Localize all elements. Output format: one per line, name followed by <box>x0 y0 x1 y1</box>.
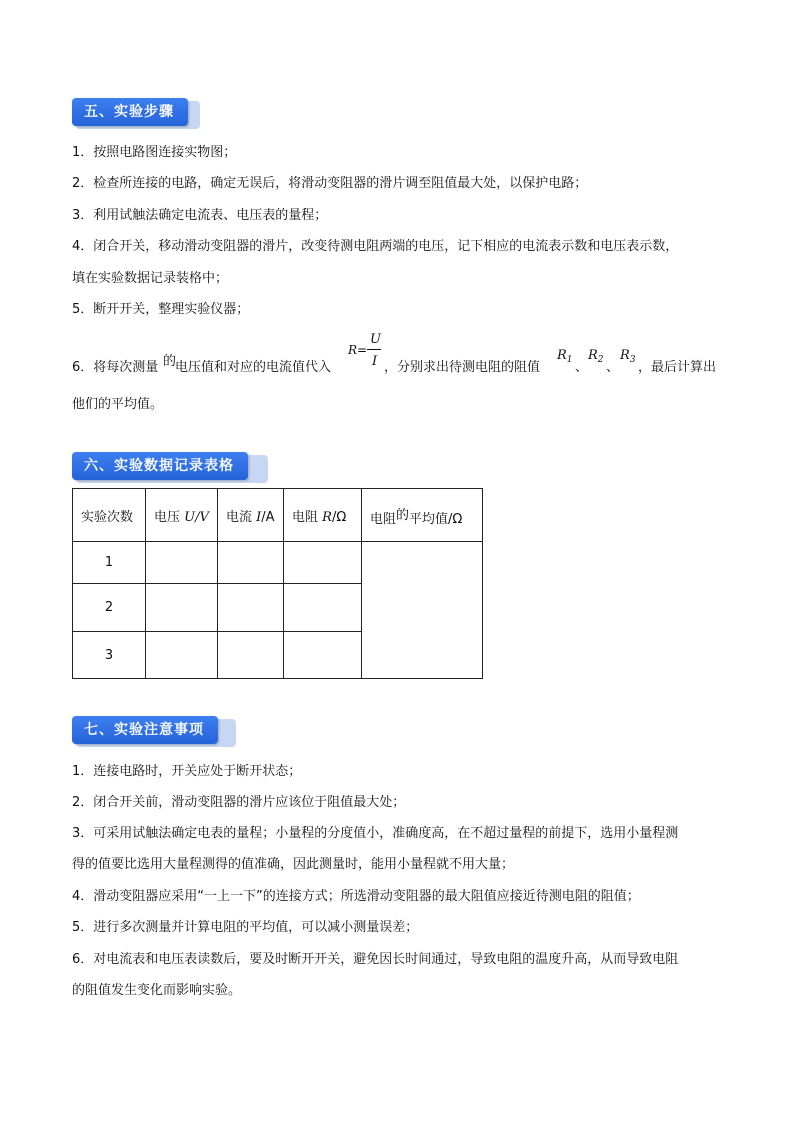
average-cell <box>362 542 483 679</box>
current-cell <box>218 584 284 632</box>
voltage-cell <box>146 632 218 679</box>
table-header-row <box>73 489 483 542</box>
step-6-text-b: 电压值和对应的电流值代入 <box>175 360 332 375</box>
header-voltage: 电压 U/V <box>146 489 218 542</box>
step-3: 3．利用试触法确定电流表、电压表的量程； <box>72 208 328 223</box>
r2-symbol: $R_2$ <box>588 348 604 365</box>
step-2: 2．检查所连接的电路，确定无误后，将滑动变阻器的滑片调至阻值最大处，以保护电路； <box>72 176 588 191</box>
step-6-text-c: ，分别求出待测电阻的阻值 <box>384 360 541 375</box>
step-6-de: 的 <box>163 354 177 369</box>
formula-lhs: R= <box>348 343 368 357</box>
data-record-table <box>72 488 483 679</box>
voltage-cell <box>146 542 218 584</box>
section-7-title: 七、实验注意事项 <box>72 716 218 744</box>
formula-fraction-bar <box>367 349 381 350</box>
table-row <box>73 542 483 584</box>
section-6-heading <box>72 451 248 481</box>
step-6-text-a: 6．将每次测量 <box>72 360 159 375</box>
header-trial-count: 实验次数 <box>73 489 146 542</box>
step-6-continued: 他们的平均值。 <box>72 397 164 412</box>
section-6-title: 六、实验数据记录表格 <box>72 452 248 480</box>
note-6: 6．对电流表和电压表读数后，要及时断开开关，避免因长时间通过，导致电阻的温度升高，从而导致电阻 <box>72 952 679 967</box>
voltage-cell <box>146 584 218 632</box>
row-number: 3 <box>73 632 146 679</box>
note-6-continued: 的阻值发生变化而影响实验。 <box>72 983 242 998</box>
separator-2: 、 <box>606 360 620 375</box>
current-cell <box>218 632 284 679</box>
r1-symbol: $R_1$ <box>557 348 573 365</box>
resistance-cell <box>284 584 362 632</box>
current-cell <box>218 542 284 584</box>
formula-denominator: I <box>372 354 378 369</box>
note-3: 3．可采用试触法确定电表的量程；小量程的分度值小，准确度高，在不超过量程的前提下，选用小量程测 <box>72 826 679 841</box>
resistance-cell <box>284 542 362 584</box>
note-3-continued: 得的值要比选用大量程测得的值准确，因此测量时，能用小量程就不用大量； <box>72 857 515 872</box>
header-average-resistance: 电阻的平均值/Ω <box>362 489 483 542</box>
section-5-heading <box>72 97 188 127</box>
r3-symbol: $R_3$ <box>620 348 636 365</box>
separator-1: 、 <box>575 360 589 375</box>
row-number: 2 <box>73 584 146 632</box>
header-current: 电流 I/A <box>218 489 284 542</box>
step-1: 1．按照电路图连接实物图； <box>72 145 237 160</box>
step-4: 4．闭合开关，移动滑动变阻器的滑片，改变待测电阻两端的电压，记下相应的电流表示数和电压表示数， <box>72 239 679 254</box>
formula-numerator: U <box>370 332 381 347</box>
section-5-title: 五、实验步骤 <box>72 98 188 126</box>
section-7-heading <box>72 715 218 745</box>
note-2: 2．闭合开关前，滑动变阻器的滑片应该位于阻值最大处； <box>72 795 406 810</box>
step-6-text-d: ，最后计算出 <box>638 360 717 375</box>
header-resistance: 电阻 R/Ω <box>284 489 362 542</box>
row-number: 1 <box>73 542 146 584</box>
step-5: 5．断开开关，整理实验仪器； <box>72 302 250 317</box>
resistance-cell <box>284 632 362 679</box>
note-5: 5．进行多次测量并计算电阻的平均值，可以减小测量误差； <box>72 920 419 935</box>
note-4: 4．滑动变阻器应采用“一上一下”的连接方式；所选滑动变阻器的最大阻值应接近待测电阻的阻值； <box>72 889 640 904</box>
note-1: 1．连接电路时，开关应处于断开状态； <box>72 764 302 779</box>
step-4-continued: 填在实验数据记录装格中； <box>72 271 229 286</box>
